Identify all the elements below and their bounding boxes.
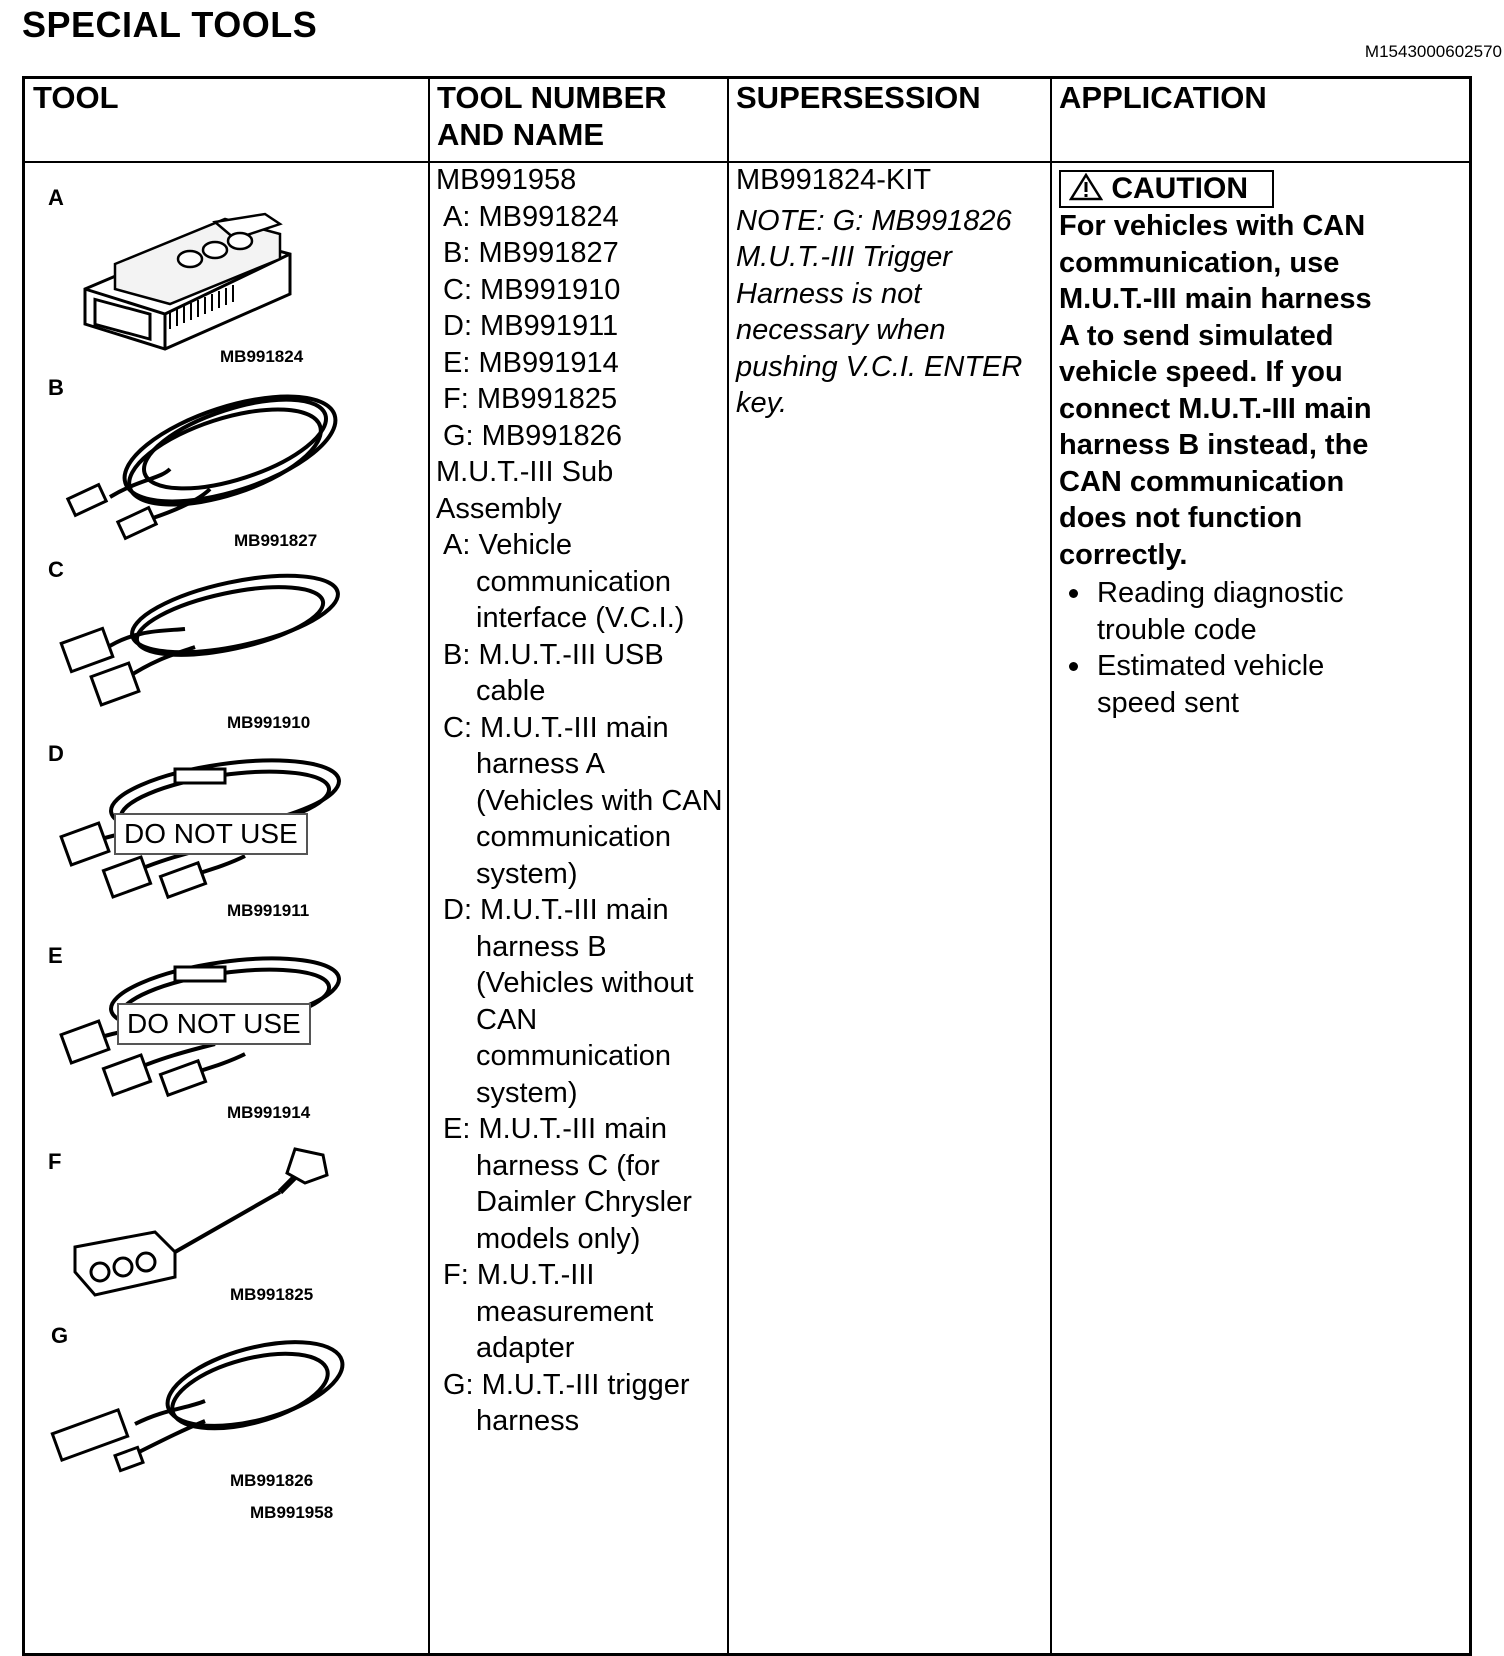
do-not-use-label-d: DO NOT USE (114, 813, 308, 855)
tool-number-line: Daimler Chrysler (476, 1186, 692, 1218)
tool-letter-g: G (51, 1323, 69, 1348)
tool-number-line: C: MB991910 (443, 273, 621, 306)
tool-number-line: MB991958 (436, 164, 577, 196)
tool-number-line: adapter (476, 1332, 575, 1364)
note-line: M.U.T.-III Trigger (736, 241, 952, 273)
tool-number-line: C: M.U.T.-III main (443, 711, 669, 744)
tool-number-line: E: M.U.T.-III main (443, 1113, 667, 1145)
tool-part-c: MB991910 (227, 713, 311, 732)
tool-number-line: models only) (476, 1222, 641, 1255)
caution-line: communication, use (1059, 246, 1340, 279)
caution-line: For vehicles with CAN (1059, 210, 1366, 242)
note-line: NOTE: G: MB991826 (736, 204, 1012, 237)
tool-number-line: G: M.U.T.-III trigger (443, 1368, 690, 1401)
bullet-dot-icon (1069, 589, 1078, 598)
application-bullet-item (1059, 575, 1469, 648)
bullet-line: trouble code (1097, 613, 1257, 646)
tool-number-line: harness B (476, 930, 607, 963)
caution-line: correctly. (1059, 538, 1188, 571)
note-line: necessary when (736, 314, 946, 346)
tool-letter-f: F (48, 1149, 62, 1174)
tool-part-f: MB991825 (230, 1285, 314, 1304)
tool-number-line: E: MB991914 (443, 346, 619, 379)
caution-badge (1059, 170, 1274, 208)
application-bullets (1059, 575, 1469, 721)
application-cell (1059, 162, 1469, 721)
bullet-line: speed sent (1097, 686, 1239, 719)
bullet-dot-icon (1069, 662, 1078, 671)
note-line: Harness is not (736, 277, 922, 310)
tool-number-line: D: MB991911 (443, 310, 619, 342)
tool-number-line: D: M.U.T.-III main (443, 894, 669, 926)
tool-number-line: communication (476, 565, 672, 598)
caution-line: A to send simulated (1059, 319, 1334, 352)
tool-number-line: measurement (476, 1295, 654, 1328)
measurement-adapter-icon (65, 1137, 335, 1297)
tool-number-line: B: M.U.T.-III USB (443, 638, 664, 671)
tool-number-line: F: M.U.T.-III (443, 1259, 595, 1291)
special-tools-table (22, 76, 1472, 1656)
header-tool-number (437, 79, 667, 153)
tool-number-line: system) (476, 1076, 578, 1109)
tool-part-g: MB991826 (230, 1471, 314, 1490)
tool-number-line: communication (476, 1040, 672, 1072)
page-title: SPECIAL TOOLS (22, 4, 318, 45)
bullet-line: Reading diagnostic (1097, 577, 1344, 609)
header-tool: TOOL (33, 80, 119, 115)
tool-number-line: M.U.T.-III Sub (436, 456, 614, 488)
caution-line: vehicle speed. If you (1059, 356, 1343, 388)
note-line: pushing V.C.I. ENTER (736, 350, 1023, 383)
column-divider (428, 79, 430, 1653)
tool-number-line: A: Vehicle (443, 529, 572, 561)
warning-triangle-icon (1069, 173, 1103, 201)
caution-line: M.U.T.-III main harness (1059, 283, 1372, 315)
tool-part-e: MB991914 (227, 1103, 311, 1122)
header-application: APPLICATION (1059, 80, 1267, 115)
header-tool-number-line2: AND NAME (437, 117, 605, 152)
tool-part-a: MB991824 (220, 347, 304, 366)
tool-number-line: harness A (476, 748, 605, 780)
tool-number-line: harness C (for (476, 1149, 660, 1182)
tool-number-line: A: MB991824 (443, 200, 619, 233)
tool-part-d: MB991911 (227, 901, 310, 920)
tool-number-line: F: MB991825 (443, 383, 618, 415)
tool-number-line: system) (476, 857, 578, 890)
caution-line: does not function (1059, 502, 1303, 534)
caution-line: harness B instead, the (1059, 429, 1369, 461)
document-id: M1543000602570 (1364, 42, 1502, 61)
header-supersession: SUPERSESSION (736, 80, 981, 115)
trigger-harness-icon (45, 1329, 355, 1479)
do-not-use-label-e: DO NOT USE (117, 1003, 311, 1045)
application-bullet-item (1059, 648, 1469, 721)
caution-line: CAN communication (1059, 465, 1345, 498)
usb-cable-icon (50, 379, 350, 549)
supersession-value: MB991824-KIT (736, 164, 932, 196)
tool-letter-a: A (48, 185, 64, 210)
caution-line: connect M.U.T.-III main (1059, 392, 1372, 425)
tool-number-line: Assembly (436, 492, 562, 525)
header-tool-number-line1: TOOL NUMBER (437, 80, 667, 115)
kit-part-number: MB991958 (250, 1503, 334, 1522)
caution-label: CAUTION (1111, 172, 1248, 205)
column-divider (727, 79, 729, 1653)
tool-number-line: communication (476, 821, 672, 853)
supersession-cell (736, 162, 1022, 422)
tool-number-line: (Vehicles with CAN (476, 784, 723, 817)
supersession-note (736, 203, 1022, 422)
caution-text (1059, 208, 1469, 573)
tool-letter-d: D (48, 741, 64, 766)
tool-number-line: B: MB991827 (443, 237, 619, 269)
vci-unit-icon (75, 194, 305, 364)
tool-letter-e: E (48, 943, 63, 968)
tool-number-line: CAN (476, 1003, 538, 1036)
tool-letter-c: C (48, 557, 64, 582)
column-divider (1050, 79, 1052, 1653)
tool-number-line: interface (V.C.I.) (476, 602, 685, 634)
tool-number-line: G: MB991826 (443, 419, 622, 452)
tool-number-line: (Vehicles without (476, 967, 694, 999)
main-harness-a-icon (45, 569, 355, 709)
bullet-line: Estimated vehicle (1097, 650, 1325, 682)
tool-number-line: harness (476, 1405, 580, 1437)
tool-number-line: cable (476, 675, 546, 707)
note-line: key. (736, 387, 788, 419)
tool-letter-b: B (48, 375, 64, 400)
tool-part-b: MB991827 (234, 531, 318, 550)
tool-number-list (436, 162, 723, 1440)
